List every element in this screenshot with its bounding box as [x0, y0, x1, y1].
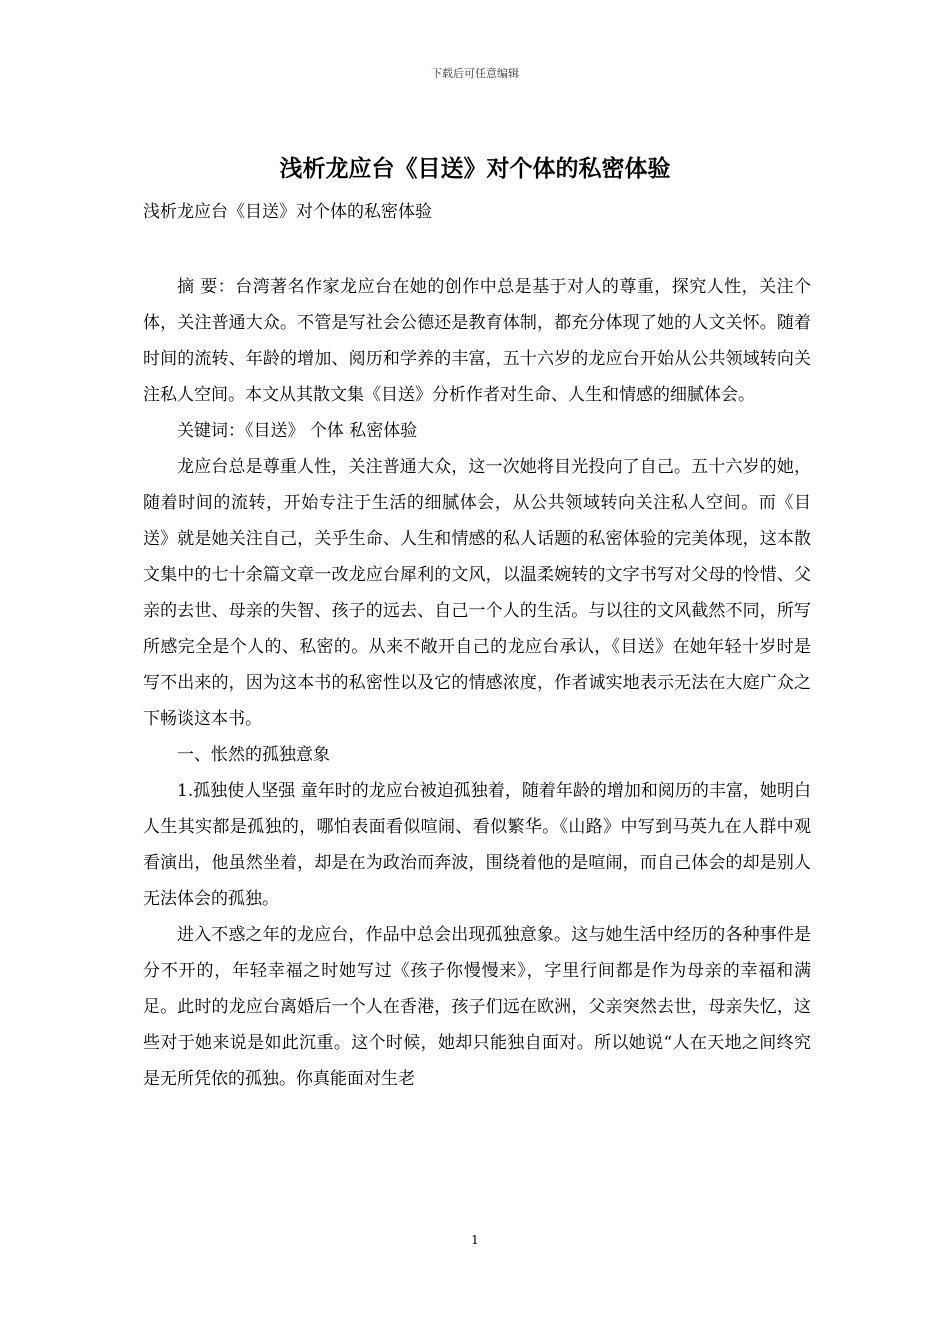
page-number: 1 [471, 1233, 479, 1247]
document-title: 浅析龙应台《目送》对个体的私密体验 [279, 156, 671, 182]
intro-paragraph: 龙应台总是尊重人性，关注普通大众，这一次她将目光投向了自己。五十六岁的她，随着时间的流转，开始专注于生活的细腻体会，从公共领域转向关注私人空间。而《目送》就是她关注自己，关乎生命、人生和情感的私人话题的私密体验的完美体现，这本散文集中的七十余篇文章一改龙应台犀利的文风，以温柔婉转的文字书写对父母的怜惜、父亲的去世、母亲的失智、孩子的远去、自己一个人的生活。与以往的文风截然不同，所写所感完全是个人的、私密的。从来不敞开自己的龙应台承认，《目送》在她年轻十岁时是写不出来的，因为这本书的私密性以及它的情感浓度，作者诚实地表示无法在大庭广众之下畅谈这本书。 [143, 457, 811, 729]
keywords-paragraph: 关键词：《目送》 个体 私密体验 [177, 421, 418, 441]
subsection-paragraph: 1.孤独使人坚强 童年时的龙应台被迫孤独着，随着年龄的增加和阅历的丰富，她明白人生其实都是孤独的，哪怕表面看似喧闹、看似繁华。《山路》中写到马英九在人群中观看演出，他虽然坐着，却是在为政治而奔波，围绕着他的是喧闹，而自己体会的却是别人无法体会的孤独。 [143, 781, 811, 909]
section-heading: 一、怅然的孤独意象 [177, 745, 330, 765]
document-body [143, 269, 811, 1097]
page-header: 下载后可任意编辑 [431, 67, 519, 80]
abstract-paragraph: 摘 要：台湾著名作家龙应台在她的创作中总是基于对人的尊重，探究人性，关注个体，关注普通大众。不管是写社会公德还是教育体制，都充分体现了她的人文关怀。随着时间的流转、年龄的增加、阅历和学养的丰富，五十六岁的龙应台开始从公共领域转向关注私人空间。本文从其散文集《目送》分析作者对生命、人生和情感的细腻体会。 [143, 277, 811, 405]
document-subtitle: 浅析龙应台《目送》对个体的私密体验 [143, 202, 432, 222]
body-paragraph: 进入不惑之年的龙应台，作品中总会出现孤独意象。这与她生活中经历的各种事件是分不开的，年轻幸福之时她写过《孩子你慢慢来》，字里行间都是作为母亲的幸福和满足。此时的龙应台离婚后一个人在香港，孩子们远在欧洲，父亲突然去世，母亲失忆，这些对于她来说是如此沉重。这个时候，她却只能独自面对。所以她说“人在天地之间终究是无所凭依的孤独。你真能面对生老 [143, 925, 811, 1089]
